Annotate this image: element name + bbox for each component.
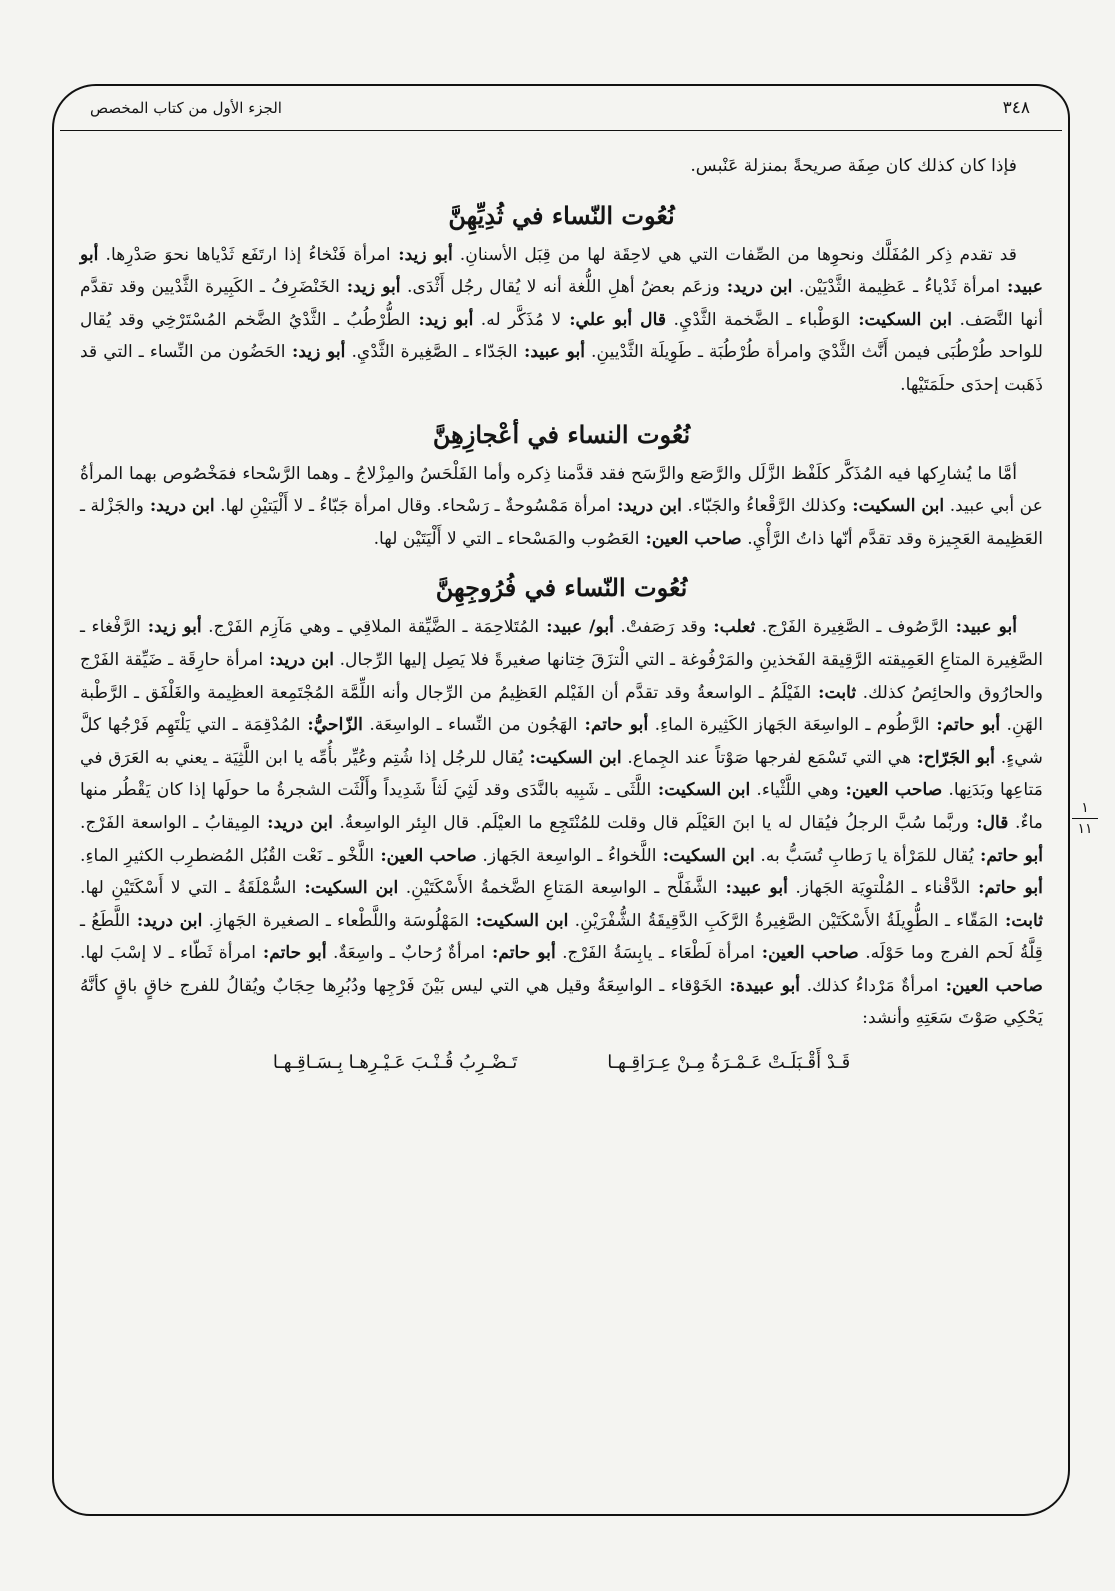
speaker-name: ابن دريد: (143, 496, 215, 517)
text-segment: وزعَم بعضُ أهلِ اللُّغة أنه لا يُقال رجُل أَثْدَى. (400, 277, 720, 298)
speaker-name: أبو عبيد: (517, 342, 586, 363)
speaker-name: أبو حاتم: (929, 715, 1001, 736)
text-segment: والجَزْلة ـ العَظِيمة العَجِيزة وقد تقدَّم أنّها ذاتُ الرَّأْيِ. (80, 496, 1043, 549)
text-segment: الشَّفَلَّح ـ الواسِعة المَتاعِ الضَّخمةُ الأَسْكَتَيْنِ. (398, 878, 718, 899)
speaker-name: أبو حاتم: (255, 943, 327, 964)
section-paragraph-breasts (80, 239, 1043, 402)
text-segment: الرَّطُوم ـ الواسِعَة الجَهاز الكَثِيرة الماءِ. (648, 715, 930, 736)
page-number: ٣٤٨ (1002, 98, 1030, 118)
running-title: الجزء الأول من كتاب المخصص (90, 99, 282, 117)
speaker-name: صاحب العين: (639, 528, 742, 549)
speaker-name: صاحب العين: (374, 845, 477, 866)
speaker-name: ابن السكيت: (656, 845, 755, 866)
section-heading-hips: نُعُوت النساء في أعْجازِهِنَّ (432, 419, 691, 449)
speaker-name: ابن دريد: (611, 496, 682, 517)
speaker-name: ابن دريد: (719, 277, 793, 298)
speaker-name: أبو زيد: (140, 617, 202, 638)
text-segment: اللَّخْو ـ نَعْت القُبُل المُضطرِب الكثيرِ الماءِ. (80, 845, 375, 866)
text-segment: المُدْقِمَة ـ التي يَلْتَهِم فَرْجُها كلَّ شيءٍ. (80, 715, 1043, 768)
speaker-name: ابن السكيت: (850, 309, 953, 330)
text-segment: وكذلك الرَّقْعاءُ والجَبّاء. (681, 496, 847, 517)
speaker-name: ثابت: (998, 910, 1043, 931)
speaker-name: أبو عبيدة: (722, 975, 801, 996)
speaker-name: أبو حاتم: (577, 715, 649, 736)
speaker-name: أبو زيد: (285, 342, 346, 363)
speaker-name: أبو حاتم: (973, 845, 1044, 866)
speaker-name: ثابت: (811, 682, 857, 703)
speaker-name: الزّاحيُّ: (300, 715, 363, 736)
speaker-name: أبو الجَرّاح: (911, 747, 995, 768)
section-paragraph-genitals (80, 611, 1043, 1035)
speaker-name: أبو زيد: (410, 309, 474, 330)
speaker-name: قال أبو علي: (561, 309, 667, 330)
text-segment: امرأة لَطْعَاء ـ يابِسَةُ الفَرْج. (555, 943, 755, 964)
text-segment: الرَّصُوف ـ الصَّغِيرة الفَرْج. (755, 617, 949, 638)
margin-folio-note (1068, 800, 1102, 837)
verse-second-hemistich: تَـضْـرِبُ قُـنْـبَ عَـيْـرِهـا بِـسَـاقِـهـا (272, 1052, 518, 1074)
text-segment: الرَّفْغاء ـ الصَّغِيرة المتاعِ العَمِيقته الرَّقِيقة الفَخذينِ والمَرْفُوغة ـ التي الْتزَقَ خِتانها صغيرةً فلا يَصِل إليها الرِّجال. (80, 617, 1044, 670)
speaker-name: ابن السكيت: (846, 496, 945, 517)
poetry-verse (80, 1047, 1043, 1080)
text-segment: الخَنْضَرِفُ ـ الكَبِيرة الثَّدْيين وقد تقدَّم أنها النَّصَف. (80, 277, 1043, 330)
section-paragraph-hips (80, 458, 1043, 556)
text-body (80, 150, 1043, 1080)
text-segment: امرأةٌ رُحابٌ ـ واسِعَةٌ. (326, 943, 486, 964)
speaker-name: أبو عبيد: (80, 244, 1044, 298)
speaker-name: ابن دريد: (263, 649, 335, 670)
text-segment: امرأة ثَدْياءُ ـ عَظِيمة الثَّدْيَيْن. (792, 277, 1001, 298)
verse-first-hemistich: قَـدْ أَقْـبَلَـتْ عَـمْـرَةُ مِـنْ عِـرَاقِـهـا (607, 1052, 851, 1074)
margin-denominator: ١١ (1077, 821, 1093, 837)
text-segment: المَقّاء ـ الطُّوِيلَةُ الأَسْكَتَيْن الصَّغِيرةُ الرَّكَبِ الدَّقِيقَةُ الشُّفْرَيْنِ. (568, 910, 999, 931)
text-segment: المُتَلاحِمَة ـ الضَّيِّقة الملاقِي ـ وهي مَآزِم الفَرْج. (201, 617, 540, 638)
text-segment: هي التي تَسْمَع لفرجها صَوْتاً عند الجِماع. (621, 747, 912, 768)
page-header (80, 92, 1040, 126)
speaker-name: ثعلب: (706, 617, 756, 638)
text-segment: امرأة مَمْسُوحةٌ ـ رَسْحاء. وقال امرأة جَبّاءُ ـ لا أَلْيَتيْنِ لها. (214, 496, 612, 517)
text-segment: الهَجُون من النِّساء ـ الواسِعَة. (362, 715, 578, 736)
text-segment: امرأة فَنْخاءُ إذا ارتَفَع ثَدْياها نحوَ صَدْرِها. (98, 244, 391, 265)
text-segment: الدَّقْناء ـ المُلْتوِيَة الجَهاز. (787, 878, 971, 899)
section-heading-genitals: نُعُوت النّساء في فُرُوجِهِنَّ (435, 573, 688, 603)
speaker-name: أبو زيد: (339, 277, 401, 298)
text-segment: العَصُوب والمَسْحاء ـ التي لا أَلْيَتَيْن لها. (373, 528, 640, 549)
speaker-name: أبو زيد: (390, 244, 453, 265)
text-segment: الخَوْقاء ـ الواسِعَةُ وقيل هي التي ليس بَيْنَ فَرْجِها ودُبُرِها حِجَابٌ ويُقالُ للفرج خاقٍ باقٍ كأنَّهُ يَحْكِي صَوْتَ سَعَتِهِ وأنشد: (80, 975, 1043, 1029)
text-segment: المَهْلُوسَة واللَّطْعاء ـ الصغيرة الجَهازِ. (202, 910, 470, 931)
text-segment: الحَضُون من النِّساء ـ التي قد ذَهَبت إحدَى حلَمَتَيْها. (80, 342, 1043, 395)
speaker-name: ابن السكيت: (651, 780, 751, 801)
speaker-name: أبو حاتم: (970, 878, 1043, 899)
speaker-name: ابن السكيت: (296, 878, 399, 899)
speaker-name: أبو عبيد: (948, 617, 1018, 638)
text-segment: السُّمْلَقَةُ ـ التي لا أَسْكَتَيْنِ لها. (80, 878, 297, 899)
speaker-name: ابن دريد: (260, 812, 333, 833)
text-segment: امرأة ثَطّاء ـ لا إسْبَ لها. (80, 943, 256, 964)
section-heading-breasts: نُعُوت النّساء في ثُدِيِّهِنَّ (448, 200, 675, 230)
text-segment: أمَّا ما يُشارِكها فيه المُذَكَّر كلَفْظ الزَّلَل والرَّصَع والرَّسَح فقد قدَّمنا ذِكره وأما الفَلْحَسُ والمِزْلاجُ ـ وهما الرَّسْحاء فمَخْصُوص بهما المرأةُ عن أبي عبيد. (80, 463, 1044, 517)
text-segment: اللَّخواءُ ـ الواسِعة الجَهاز. (476, 845, 657, 866)
text-segment: وهي اللَّثْياء. (750, 780, 839, 801)
speaker-name: صاحب العين: (938, 975, 1043, 996)
speaker-name: صاحب العين: (754, 943, 859, 964)
text-segment: لا مُذَكَّر له. (473, 309, 562, 330)
text-segment: وقد رَصَفتْ. (613, 617, 707, 638)
text-segment: المِيقابُ ـ الواسعة الفَرْج. (80, 812, 261, 833)
intro-line: فإذا كان كذلك كان صِفَة صريحةً بمنزلة عَنْبس. (690, 156, 1017, 176)
speaker-name: صاحب العين: (838, 780, 943, 801)
speaker-name: ابن السكيت: (523, 747, 622, 768)
text-segment: يُقال للمَرْأة يا رَطابِ تُسَبُّ به. (754, 845, 974, 866)
text-segment: الجَدّاء ـ الصَّغِيرة الثَّدْيِ. (345, 342, 518, 363)
margin-fraction-bar (1072, 818, 1098, 819)
text-segment: امرأةٌ مَرْداءُ كذلك. (800, 975, 939, 996)
speaker-name: أبو عبيد: (717, 878, 788, 899)
text-segment: قد تقدم ذِكر المُفَلَّك ونحوِها من الصِّفات التي هي لاحِقَة لها من قِبَل الأسنانِ. (452, 244, 1017, 265)
header-rule (60, 130, 1062, 131)
text-segment: يُقال للرجُل إذا شُتِم وعُيِّر بأُمِّه يا ابن اللَّثِيَة ـ يعني به العَرَق في مَتاعِها وبَدَنِها. (80, 747, 1044, 801)
text-segment: الطُّرْطُبُ ـ الثَّدْيُ الضَّخم المُسْتَرْخِي وقد يُقال للواحد طُرْطُبَى فيمن أَنَّث الثَّدْيَ وامرأة طُرْطُبَة ـ طَوِيلَة الثَّدْيينِ. (80, 309, 1044, 363)
speaker-name: قال: (969, 812, 1009, 833)
margin-numerator: ١ (1081, 800, 1089, 816)
text-segment: الفَيْلَمُ ـ الواسعةُ وقد تقدَّم أن الفَيْلم العَظِيمُ من الرِّجال وأنه اللِّمَّة المُجْتَمِعة العظِيمة والغَلْفَق ـ الرَّطْبة الهَنِ. (80, 682, 1043, 736)
speaker-name: أبو حاتم: (485, 943, 556, 964)
text-segment: وربَّما سُبَّ الرجلُ فيُقال له يا ابنَ العَيْلَم قال وقلت للمُنْتَجِع ما العيْلَم. قال البِئر الواسِعةُ. (332, 812, 970, 833)
text-segment: اللَّثَى ـ شَبِيه بالنَّدَى وقد لَثِيَ لَثاً شَدِيداً وأَلْثَت الشجرةُ ما حولَها إذا كان يَقْطُر منها ماءٌ. (80, 780, 1043, 833)
speaker-name: أبو/ عبيد: (539, 617, 614, 638)
text-segment: اللَّطَعُ ـ قِلَّةُ لَحم الفرج وما حَوْلَه. (80, 910, 1043, 964)
text-segment: امرأة حارِقَة ـ ضَيِّقة الفَرْج والحارُوق والحائِصُ كذلك. (80, 649, 1043, 703)
speaker-name: ابن دريد: (130, 910, 203, 931)
text-segment: الوَطْباء ـ الضَّخمة الثَّدْيِ. (666, 309, 851, 330)
speaker-name: ابن السكيت: (469, 910, 569, 931)
